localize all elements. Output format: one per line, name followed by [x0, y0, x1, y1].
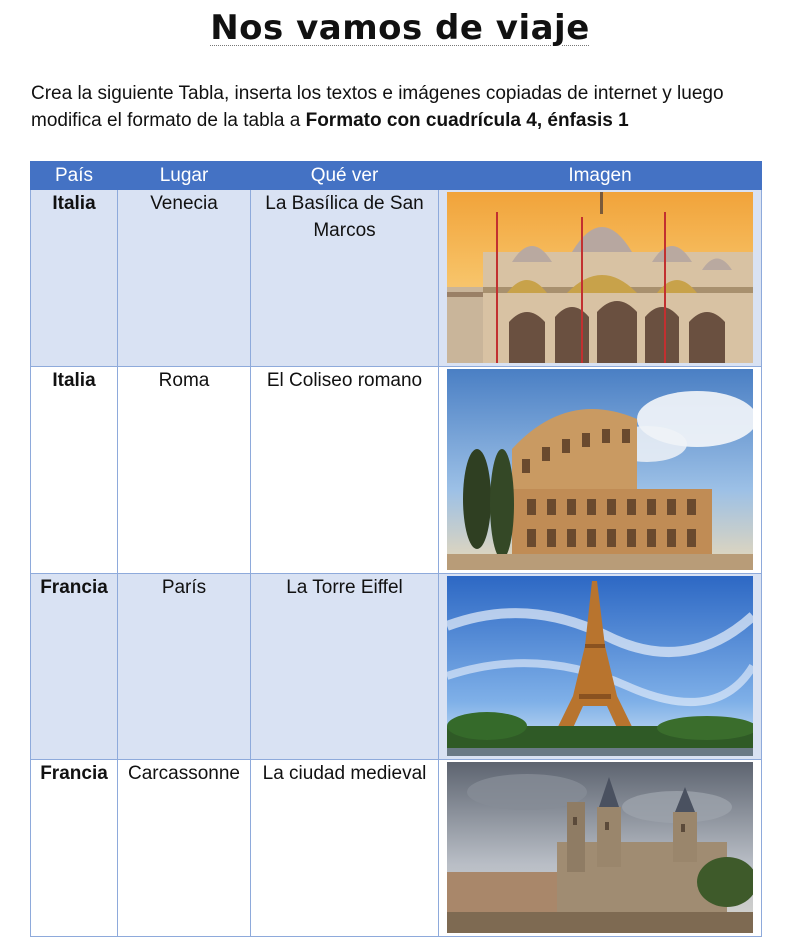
intro-text: Crea la siguiente Tabla, inserta los textos e imágenes copiadas de internet y luego modifica el formato de la tabla a: [31, 83, 724, 131]
image-cell: [439, 190, 762, 367]
table-row: [31, 574, 762, 760]
table-row: [31, 760, 762, 937]
image-cell: [439, 367, 762, 574]
table-row: [31, 367, 762, 574]
image-cell: [439, 574, 762, 760]
table-header-row: [31, 162, 762, 190]
header-que-ver: Qué ver: [251, 162, 439, 190]
intro-bold-text: Formato con cuadrícula 4, énfasis 1: [305, 110, 629, 131]
table-row: [31, 190, 762, 367]
sight-cell: La Torre Eiffel: [251, 574, 439, 760]
place-cell: Carcassonne: [118, 760, 251, 937]
place-cell: Roma: [118, 367, 251, 574]
intro-paragraph: [31, 80, 776, 134]
travel-table: [30, 161, 762, 937]
image-cell: [439, 760, 762, 937]
torre-eiffel-photo: [447, 576, 753, 756]
place-cell: París: [118, 574, 251, 760]
country-cell: Italia: [31, 190, 118, 367]
sight-cell: La ciudad medieval: [251, 760, 439, 937]
country-cell: Italia: [31, 367, 118, 574]
basilica-san-marcos-photo: [447, 192, 753, 363]
header-lugar: Lugar: [118, 162, 251, 190]
place-cell: Venecia: [118, 190, 251, 367]
sight-cell: El Coliseo romano: [251, 367, 439, 574]
page-title: [0, 8, 800, 48]
country-cell: Francia: [31, 760, 118, 937]
coliseo-photo: [447, 369, 753, 570]
header-pais: País: [31, 162, 118, 190]
carcassonne-photo: [447, 762, 753, 933]
country-cell: Francia: [31, 574, 118, 760]
header-imagen: Imagen: [439, 162, 762, 190]
page-title-text: Nos vamos de viaje: [210, 8, 590, 48]
sight-cell: La Basílica de San Marcos: [251, 190, 439, 367]
